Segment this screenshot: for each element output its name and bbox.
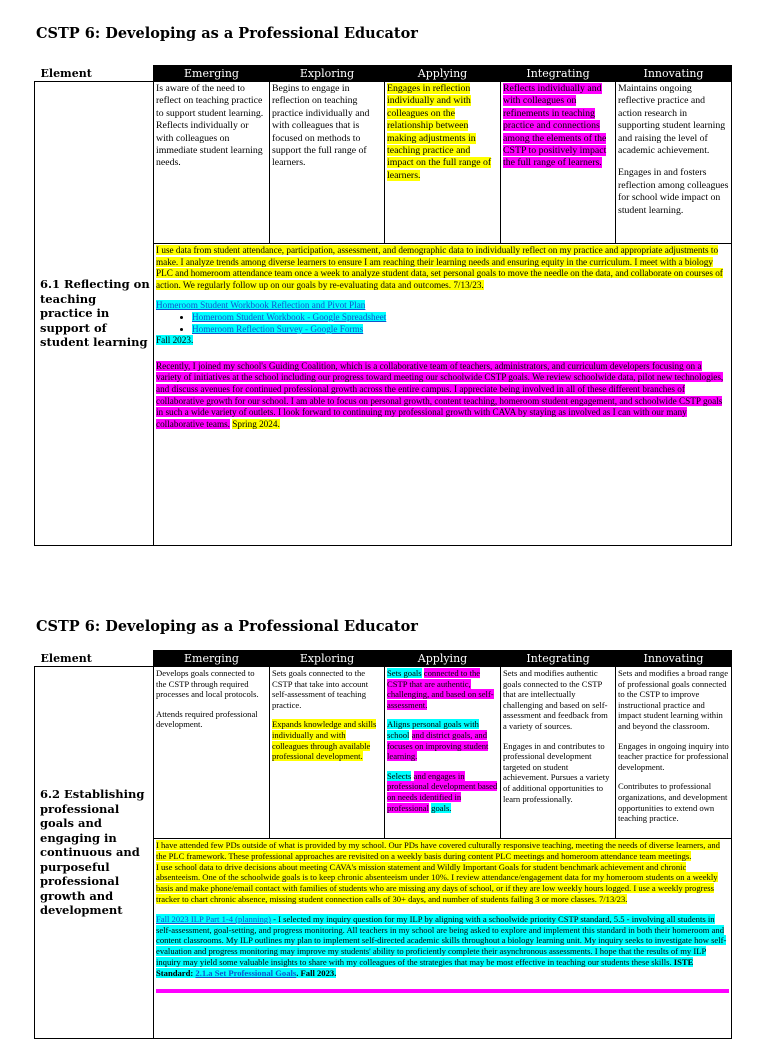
descriptor-exploring: Begins to engage in reflection on teaching practice individually and with colleagues that is focused on methods to support the full range of learners. [270, 82, 385, 244]
element-header: Element [35, 66, 154, 82]
level-header-innovating: Innovating [616, 66, 732, 82]
spreadsheet-link[interactable]: Homeroom Student Workbook - Google Spreadsheet [192, 311, 387, 322]
level-header-applying: Applying [385, 66, 501, 82]
spring-date: Spring 2024. [232, 418, 280, 429]
descriptor-emerging-2: Develops goals connected to the CSTP through required processes and local protocols. Attends required professional development. [154, 667, 270, 839]
ilp-link[interactable]: Fall 2023 ILP Part 1-4 (planning) [156, 913, 271, 924]
highlight-strip [156, 989, 729, 993]
descriptor-integrating: Reflects individually and with colleagues on refinements in teaching practice and connections among the elements of the CSTP to positively impact the full range of learners. [501, 82, 616, 244]
evidence-cell [154, 244, 732, 546]
element-label: 6.1 Reflecting on teaching practice in support of student learning [35, 82, 154, 546]
iste-link[interactable]: 2.1.a Set Professional Goals [195, 967, 297, 978]
evidence-cell-2 [154, 839, 732, 1039]
fall-date: Fall 2023. [156, 335, 194, 346]
level-header-exploring: Exploring [270, 66, 385, 82]
level-header-exploring-2: Exploring [270, 651, 385, 667]
level-header-innovating-2: Innovating [616, 651, 732, 667]
element-label-2: 6.2 Establishing professional goals and engaging in continuous and purposeful professional growth and development [35, 667, 154, 1039]
level-header-integrating-2: Integrating [501, 651, 616, 667]
ilp-paragraph: - I selected my inquiry question for my ILP by aligning with a schoolwide priority CSTP standard, 5.5 - involving all students in self-assessment, goal-setting, and progress monitoring. All teachers in my school are being asked to explore and implement this standard in both their homeroom and content classrooms. My ILP outlines my plan to implement self-directed academic skills throughout a biology learning unit. My inquiry seeks to investigate how self-evaluation and progress monitoring may improve my students' ability to proficiently complete their asynchronous assessments. I hope that the results of my ILP inquiry may yield some valuable insights to share with my colleagues of the strategies that may be most effective in teaching our students these skills. [156, 913, 727, 967]
iste-end: . Fall 2023. [296, 967, 337, 978]
descriptor-innovating-2: Sets and modifies a broad range of professional goals connected to the CSTP to improve instructional practice and impact student learning within and beyond the classroom. Engages in ongoing inquiry into teacher practice for professional development. Contributes to professional organizations, and development opportunities to extend own teaching practice. [616, 667, 732, 839]
descriptor-applying: Engages in reflection individually and with colleagues on the relationship between making adjustments in teaching practice and impact on the full range of learners. [385, 82, 501, 244]
level-header-emerging-2: Emerging [154, 651, 270, 667]
descriptor-innovating: Maintains ongoing reflective practice and action research in supporting student learning and raising the level of academic achievement. Engages in and fosters reflection among colleagues for school wide impact on student learning. [616, 82, 732, 244]
descriptor-integrating-2: Sets and modifies authentic goals connected to the CSTP that are intellectually challenging and based on self-assessment and feedback from a variety of sources. Engages in and contributes to professional development targeted on student achievement. Pursues a variety of additional opportunities to learn professionally. [501, 667, 616, 839]
survey-link[interactable]: Homeroom Reflection Survey - Google Forms [192, 323, 364, 334]
level-header-applying-2: Applying [385, 651, 501, 667]
descriptor-emerging: Is aware of the need to reflect on teaching practice to support student learning. Reflects individually or with colleagues on immediate student learning needs. [154, 82, 270, 244]
evidence-paragraph-2: Recently, I joined my school's Guiding Coalition, which is a collaborative team of teachers, administrators, and curriculum developers focusing on a variety of initiatives at the school including our progress toward meeting our schoolwide CSTP goals. We review schoolwide data, pilot new technologies, and discuss avenues for continued professional growth across the entire campus. I appreciate being involved in all of these different branches of collaborative growth for our school. I am able to focus on personal growth, content teaching, homeroom student engagement, and schoolwide CSTP goals in such a wide variety of outlets. I look forward to continuing my professional growth with CAVA by staying as involved as I can with our many collaborative teams. [156, 360, 724, 429]
cstp-table-6-2 [34, 650, 732, 1039]
descriptor-exploring-2: Sets goals connected to the CSTP that take into account self-assessment of teaching practice. Expands knowledge and skills individually and with colleagues through available professional development. [270, 667, 385, 839]
element-header-2: Element [35, 651, 154, 667]
evidence-paragraph-4: I use school data to drive decisions about meeting CAVA's mission statement and Wildly Important Goals for student benchmark achievement and chronic absenteeism. One of the schoolwide goals is to keep chronic absenteeism under 10%. I review attendance/engagement data for my homeroom students on a weekly basis and make phone/email contact with families of students who are missing any days of school, or if they are low weekly hours logged. I use a weekly progress tracker to chart chronic absence, missing student connection calls of 30+ days, and number of students failing 3 or more classes. 7/13/23. [156, 861, 718, 904]
evidence-paragraph: I use data from student attendance, participation, assessment, and demographic data to individually reflect on my practice and appropriate adjustments to make. I analyze trends among diverse learners to ensure I am reaching their learning needs and ensuring equity in the curriculum. I meet with a biology PLC and homeroom attendance team once a week to analyze student data, set personal goals to move the needle on the data, and collaborate on courses of action. We regularly follow up on our goals by re-evaluating data and outcomes. 7/13/23. [156, 245, 723, 290]
cstp-table-6-1 [34, 65, 732, 546]
evidence-paragraph-3: I have attended few PDs outside of what is provided by my school. Our PDs have covered culturally responsive teaching, meeting the needs of diverse learners, and the PLC framework. These professional approaches are revisited on a weekly basis during content PLC meetings and homeroom attendance team meetings. [156, 840, 720, 861]
page-title: CSTP 6: Developing as a Professional Educator [36, 25, 418, 42]
descriptor-applying-2: Sets goals connected to the CSTP that are authentic, challenging, and based on self-assessment. Aligns personal goals with school and district goals, and focuses on improving student learning. Selects and engages in professional development based on needs identified in professional goals. [385, 667, 501, 839]
level-header-integrating: Integrating [501, 66, 616, 82]
iste-label: ISTE Standard: [156, 956, 694, 978]
level-header-emerging: Emerging [154, 66, 270, 82]
page-title-2: CSTP 6: Developing as a Professional Educator [36, 618, 418, 635]
workbook-link-title[interactable]: Homeroom Student Workbook Reflection and Pivot Plan [156, 300, 366, 311]
